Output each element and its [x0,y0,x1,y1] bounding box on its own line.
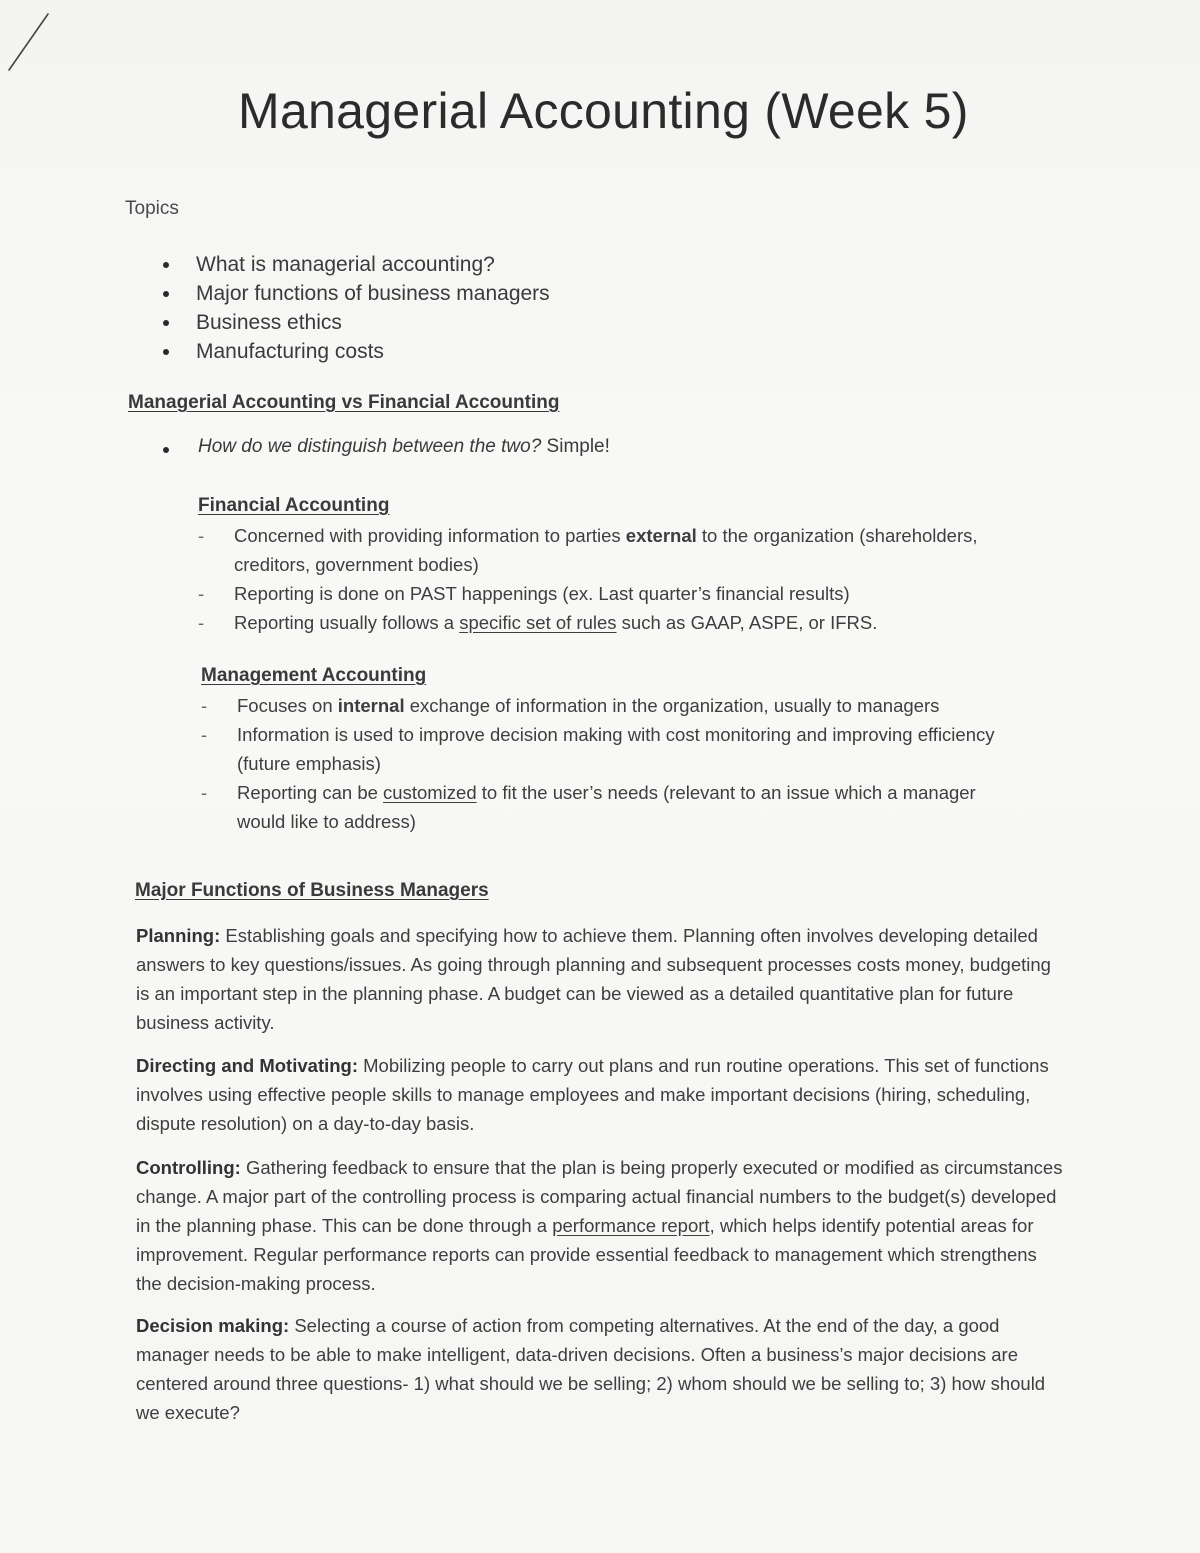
dash-marker: - [198,583,205,604]
functions-heading: Major Functions of Business Managers [135,880,489,901]
management-accounting-list [201,691,1021,836]
list-item: - Information is used to improve decision making with cost monitoring and improving efficiency (future emphasis) [201,720,1021,778]
bullet-icon [163,291,169,297]
controlling-paragraph: Controlling: Gathering feedback to ensure that the plan is being properly executed or modified as circumstances change. A major part of the controlling process is comparing actual financial numbers to the budget(s) developed in the planning phase. This can be done through a performance report, which helps identify potential areas for improvement. Regular performance reports can provide essential feedback to management which strengthens the decision-making process. [136,1157,1063,1294]
dash-marker: - [201,724,208,745]
list-item: Business ethics [160,308,550,337]
dash-marker: - [201,695,208,716]
bullet-icon [163,447,169,453]
page-title: Managerial Accounting (Week 5) [238,83,969,139]
list-item: What is managerial accounting? [160,250,550,279]
financial-accounting-heading: Financial Accounting [198,495,390,516]
comparison-question: How do we distinguish between the two? Simple! [160,436,610,458]
dash-marker: - [201,782,208,803]
dash-marker: - [198,612,205,633]
list-item: - Focuses on internal exchange of information in the organization, usually to managers [201,691,1021,720]
bullet-icon [163,320,169,326]
planning-paragraph: Planning: Establishing goals and specifying how to achieve them. Planning often involves developing detailed answers to key questions/issues. As going through planning and subsequent processes costs money, budgeting is an important step in the planning phase. A budget can be viewed as a detailed quantitative plan for future business activity. [136,925,1051,1033]
directing-paragraph: Directing and Motivating: Mobilizing people to carry out plans and run routine operations. This set of functions involves using effective people skills to manage employees and make important decisions (hiring, scheduling, dispute resolution) on a day-to-day basis. [136,1055,1049,1134]
comparison-heading: Managerial Accounting vs Financial Accounting [128,392,560,413]
topics-list [160,250,550,366]
management-accounting-heading: Management Accounting [201,665,427,686]
list-item: - Reporting is done on PAST happenings (ex. Last quarter’s financial results) [198,579,1018,608]
pen-stroke-mark [0,0,60,80]
list-item: Major functions of business managers [160,279,550,308]
dash-marker: - [198,525,205,546]
list-item: - Concerned with providing information to parties external to the organization (shareholders, creditors, government bodies) [198,521,1018,579]
bullet-icon [163,262,169,268]
decision-making-paragraph: Decision making: Selecting a course of action from competing alternatives. At the end of the day, a good manager needs to be able to make intelligent, data-driven decisions. Often a business’s major decisions are centered around three questions- 1) what should we be selling; 2) whom should we be selling to; 3) how should we execute? [136,1315,1046,1423]
financial-accounting-list [198,521,1018,637]
list-item: Manufacturing costs [160,337,550,366]
list-item: - Reporting usually follows a specific set of rules such as GAAP, ASPE, or IFRS. [198,608,1018,637]
bullet-icon [163,349,169,355]
list-item: - Reporting can be customized to fit the user’s needs (relevant to an issue which a manager would like to address) [201,778,1021,836]
topics-label: Topics [125,198,179,219]
